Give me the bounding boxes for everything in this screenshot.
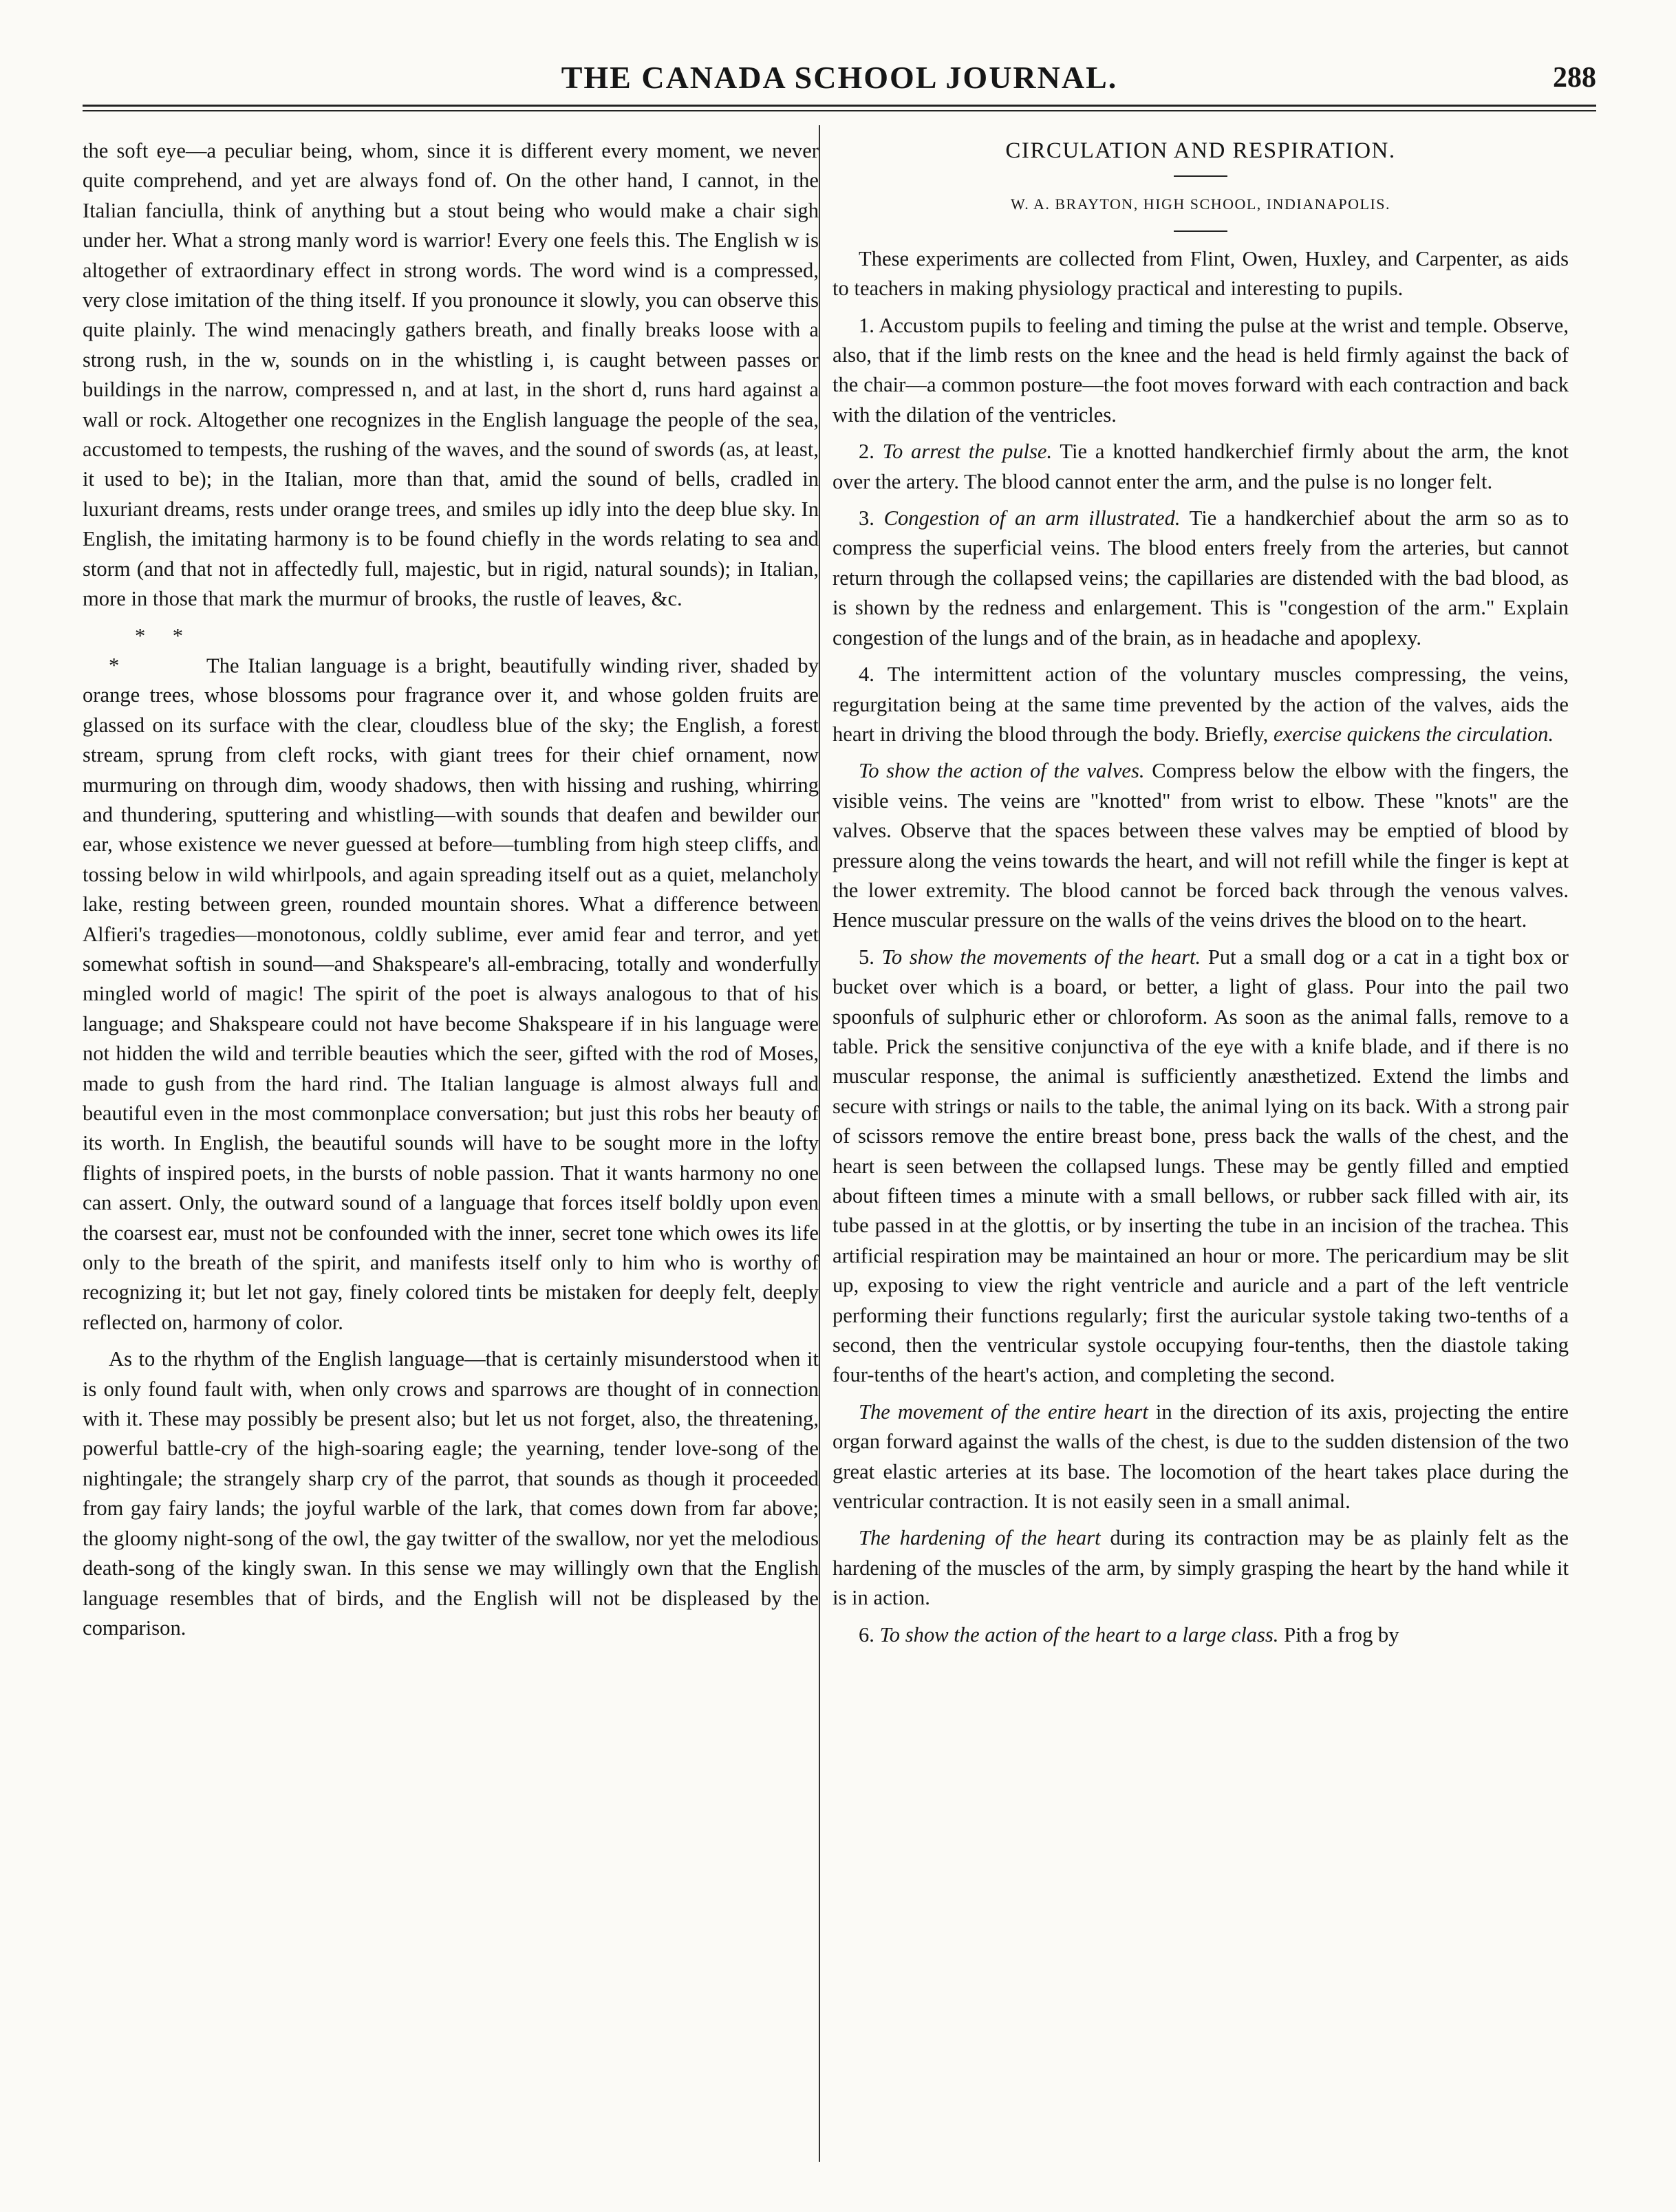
right-column — [832, 136, 1569, 1657]
item-6-heading: To show the action of the heart to a large class. — [879, 1622, 1279, 1646]
valves-paragraph — [832, 756, 1569, 935]
item-2-number: 2. — [859, 440, 883, 464]
item-1: 1. Accustom pupils to feeling and timing the pulse at the wrist and temple. Observe, also, that if the limb rests on the knee and the head is held firmly against the back of the chair—a common posture—the foot moves forward with each contraction and back with the dilation of the ventricles. — [832, 313, 1569, 427]
byline-rule — [1174, 230, 1227, 232]
intro-paragraph: These experiments are collected from Flint, Owen, Huxley, and Carpenter, as aids to teachers in making physiology practical and interesting to pupils. — [832, 246, 1569, 301]
item-3-text: Tie a handkerchief about the arm so as to compress the superficial veins. The blood enters freely from the arteries, but cannot return through the collapsed veins; the capillaries are distended with the bad blood, as is shown by the redness and enlargement. This is "congestion of the arm." Explain congestion of the lungs and of the brain, as in headache and apoplexy. — [832, 506, 1569, 649]
item-3 — [832, 504, 1569, 653]
valves-heading: To show the action of the valves. — [859, 759, 1145, 783]
movement-text: in the direction of its axis, projecting the entire organ forward against the walls of the chest, is due to the sudden distension of the two great elastic arteries at its base. The locomotion of the heart takes place during the ventricular contraction. It is not easily seen in a small animal. — [832, 1399, 1569, 1514]
item-5-text: Put a small dog or a cat in a tight box or bucket over which is a board, or better, a light of glass. Pour into the pail two spoonfuls of sulphuric ether or chloroform. As soon as the animal falls, remove to a table. Prick the sensitive conjunctiva of the eye with a knife blade, and if there is no muscular response, the animal is sufficiently anæsthetized. Extend the limbs and secure with strings or nails to the table, the animal lying on its back. With a strong pair of scissors remove the entire breast bone, press back the walls of the chest, and the heart is seen between the collapsed lungs. These may be gently filled and emptied about fifteen times a minute with a small bellows, or rubber sack filled with air, its tube passed in at the glottis, or by inserting the tube in an incision of the trachea. This artificial respiration may be maintained an hour or more. The pericardium may be slit up, exposing to view the right ventricle and auricle and a part of the left ventricle performing their functions regularly; first the auricular systole taking two-tenths of a second, then the ventricular systole occupying four-tenths, then the diastole taking four-tenths of the heart's action, and completing the second. — [832, 945, 1569, 1387]
valves-text: Compress below the elbow with the fingers, the visible veins. The veins are "knotted" from wrist to elbow. These "knots" are the valves. Observe that the spaces between these valves may be emptied of blood by pressure along the veins towards the heart, and will not refill while the finger is kept at the lower extremity. The blood cannot be forced back through the venous valves. Hence muscular pressure on the walls of the veins drives the blood on to the heart. — [832, 759, 1569, 932]
column-divider — [819, 125, 820, 2162]
hardening-heading: The hardening of the heart — [859, 1526, 1101, 1550]
item-5 — [832, 943, 1569, 1390]
title-rule — [1174, 175, 1227, 177]
left-paragraph-2 — [83, 621, 819, 1338]
page-header — [83, 54, 1596, 102]
item-4-emphasis: exercise quickens the circulation. — [1273, 722, 1554, 746]
page-number: 288 — [1553, 62, 1596, 94]
item-4 — [832, 660, 1569, 749]
item-5-heading: To show the movements of the heart. — [881, 945, 1201, 969]
left-column — [83, 136, 819, 1650]
asterisk-break: * * * — [109, 623, 191, 677]
item-2-heading: To arrest the pulse. — [882, 440, 1053, 464]
article-byline: W. A. BRAYTON, HIGH SCHOOL, INDIANAPOLIS. — [1010, 195, 1391, 213]
item-3-heading: Congestion of an arm illustrated. — [883, 506, 1181, 530]
item-2 — [832, 437, 1569, 497]
item-6-text: Pith a frog by — [1278, 1622, 1399, 1646]
article-title: CIRCULATION AND RESPIRATION. — [1005, 138, 1396, 163]
item-3-number: 3. — [859, 506, 884, 530]
movement-paragraph — [832, 1397, 1569, 1517]
left-paragraph-3: As to the rhythm of the English language—that is certainly misunderstood when it is only found fault with, when only crows and sparrows are thought of in connection with it. These may possibly be present also; but let us not forget, also, the threatening, powerful battle-cry of the high-soaring eagle; the yearning, tender love-song of the nightingale; the strangely sharp cry of the parrot, that sounds as though it proceeded from gay fairy lands; the joyful warble of the lark, that comes down from far above; the gloomy night-song of the owl, the gay twitter of the swallow, nor yet the melodious death-song of the kingly swan. In this sense we may willingly own that the English language resembles that of birds, and the English will not be displeased by the comparison. — [83, 1347, 819, 1640]
hardening-paragraph — [832, 1523, 1569, 1613]
left-paragraph-2-text: The Italian language is a bright, beautifully winding river, shaded by orange trees, whose blossoms pour fragrance over it, and whose golden fruits are glassed on its surface with the clear, cloudless blue of the sky; the English, a forest stream, sprung from cleft rocks, with giant trees for their chief ornament, now murmuring on through dim, woody shadows, then with hissing and rushing, whirring and thundering, sputtering and whistling—with sounds that deafen and bewilder our ear, whose existence we never guessed at before—tumbling from high steep cliffs, and tossing below in wild whirlpools, and again spreading itself out as a quiet, melancholy lake, resting between green, rounded mountain shores. What a difference between Alfieri's tragedies—monotonous, coldly sublime, ever amid fear and terror, and yet somewhat softish in sound—and Shakspeare's all-embracing, totally and wonderfully mingled world of magic! The spirit of the poet is always analogous to that of his language; and Shakspeare could not have become Shakspeare if in his language were not hidden the wild and terrible beauties which the seer, gifted with the rod of Moses, made to gush from the hard rind. The Italian language is almost always full and beautiful even in the most commonplace conversation; but just this robs her beauty of its worth. In English, the beautiful sounds will have to be sought more in the lofty flights of inspired poets, in the bursts of noble passion. That it wants harmony no one can assert. Only, the outward sound of a language that forces itself boldly upon even the coarsest ear, must not be confounded with the inner, secret tone which owes its life only to the breath of the spirit, and manifests itself only to him who is worthy of recognizing it; but let not gay, finely colored tints be mistaken for deeply felt, deeply reflected on, harmony of color. — [83, 653, 819, 1334]
left-paragraph-1: the soft eye—a peculiar being, whom, since it is different every moment, we never quite comprehend, and yet are always fond of. On the other hand, I cannot, in the Italian fanciulla, think of anything but a stout being who would make a chair sigh under her. What a strong manly word is warrior! Every one feels this. The English w is altogether of extraordinary effect in strong words. The word wind is a compressed, very close imitation of the thing itself. If you pronounce it slowly, you can observe this quite plainly. The wind menacingly gathers breath, and finally breaks loose with a strong rush, in the w, sounds on in the whistling i, is caught between passes or buildings in the narrow, compressed n, and at last, in the short d, runs hard against a wall or rock. Altogether one recognizes in the English language the people of the sea, accustomed to tempests, the rushing of the waves, and the sound of swords (as, at least, it used to be); in the Italian, more than that, amid the sound of bells, cradled in luxuriant dreams, rests under orange trees, and smiles up idly into the deep blue sky. In English, the imitating harmony is to be found chiefly in the words relating to sea and storm (and that not in affectedly full, majestic, but in rigid, natural sounds); in Italian, more in those that mark the murmur of brooks, the rustle of leaves, &c. — [83, 139, 819, 611]
movement-heading: The movement of the entire heart — [859, 1399, 1148, 1424]
item-6-number: 6. — [859, 1622, 880, 1646]
item-4-text: 4. The intermittent action of the voluntary muscles compressing, the veins, regurgitation being at the same time prevented by the action of the valves, aids the heart in driving the blood through the body. Briefly, — [832, 663, 1569, 746]
item-5-number: 5. — [859, 945, 882, 969]
header-rule-top — [83, 105, 1596, 107]
item-6 — [832, 1620, 1569, 1650]
item-2-text: Tie a knotted handkerchief firmly about the arm, the knot over the artery. The blood cannot enter the arm, and the pulse is no longer felt. — [832, 440, 1569, 493]
header-rule-bottom — [83, 110, 1596, 111]
hardening-text: during its contraction may be as plainly felt as the hardening of the muscles of the arm, by simply grasping the heart by the hand while it is in action. — [832, 1526, 1569, 1610]
journal-title: THE CANADA SCHOOL JOURNAL. — [561, 60, 1118, 95]
